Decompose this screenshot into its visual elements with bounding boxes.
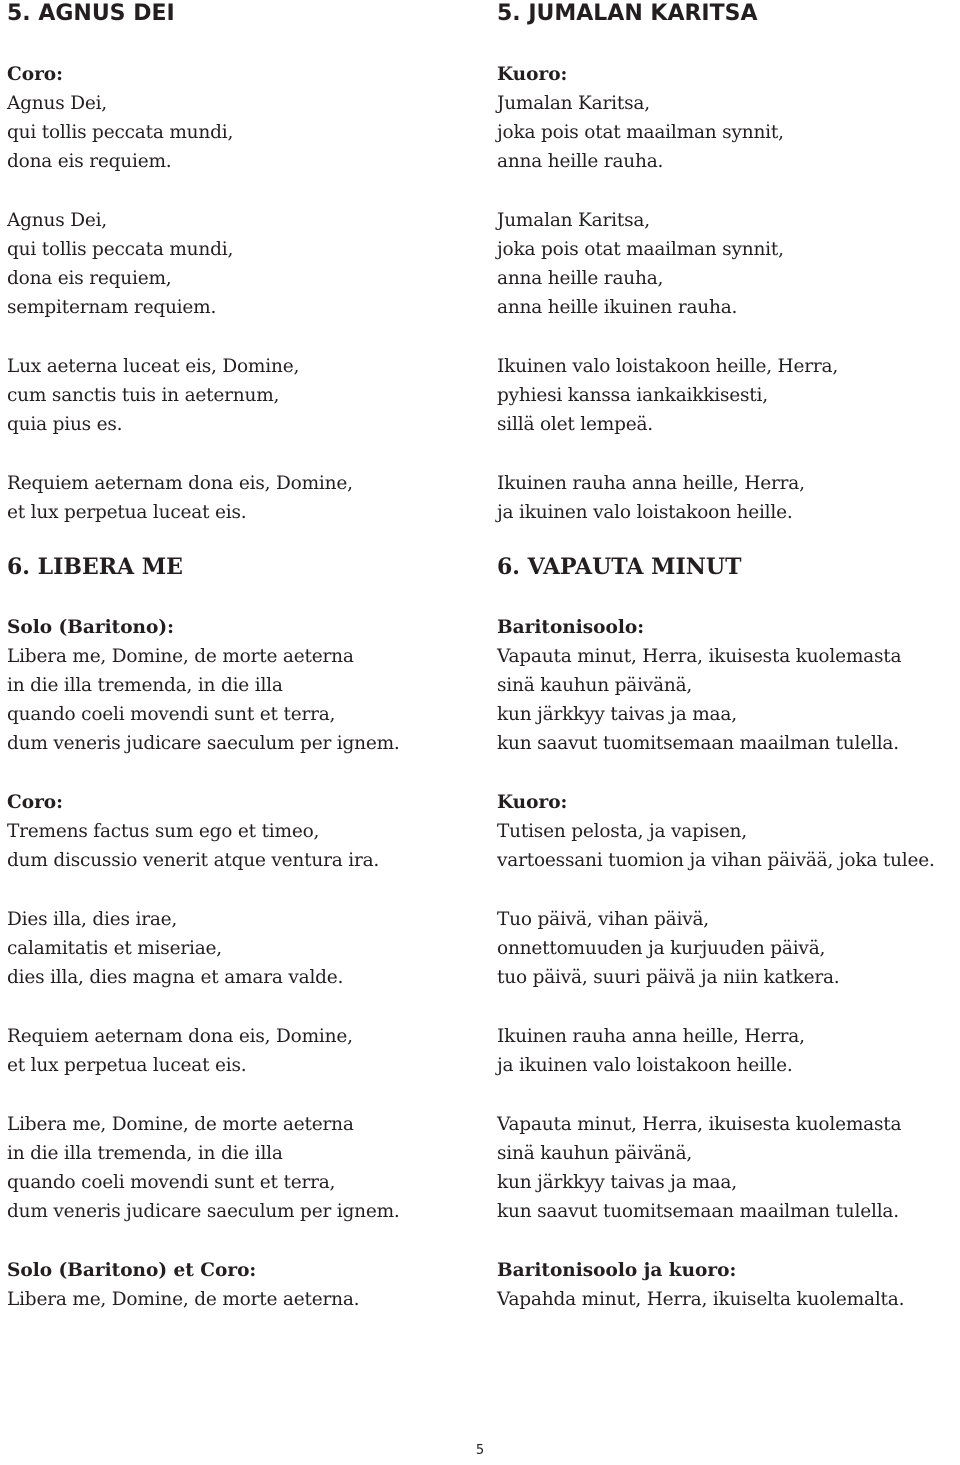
lyric-line: dies illa, dies magna et amara valde.: [7, 967, 344, 988]
lyric-line: sempiternam requiem.: [7, 297, 217, 318]
lyric-line: qui tollis peccata mundi,: [7, 122, 234, 143]
lyric-line: quando coeli movendi sunt et terra,: [7, 704, 336, 725]
lyric-line: sinä kauhun päivänä,: [497, 1143, 693, 1164]
lyric-line: kun saavut tuomitsemaan maailman tulella.: [497, 1201, 899, 1222]
lyric-line: quia pius es.: [7, 414, 123, 435]
stanza: [497, 352, 960, 439]
lyric-line: Agnus Dei,: [7, 93, 107, 114]
lyric-line: kun saavut tuomitsemaan maailman tulella.: [497, 733, 899, 754]
lyric-line: sillä olet lempeä.: [497, 414, 653, 435]
section-libera-me: [7, 553, 477, 1314]
section-heading: 6. VAPAUTA MINUT: [497, 554, 742, 580]
stanza: [497, 206, 960, 322]
voice-label: Coro:: [7, 64, 63, 85]
lyric-line: Tutisen pelosta, ja vapisen,: [497, 821, 747, 842]
voice-label: Solo (Baritono) et Coro:: [7, 1260, 257, 1281]
stanza: [497, 60, 960, 176]
stanza: [497, 905, 960, 992]
stanza: [497, 1110, 960, 1226]
lyric-line: ja ikuinen valo loistakoon heille.: [497, 502, 793, 523]
lyric-line: calamitatis et miseriae,: [7, 938, 222, 959]
lyric-line: Vapauta minut, Herra, ikuisesta kuolemasta: [497, 646, 902, 667]
stanza: [7, 788, 477, 875]
voice-label: Solo (Baritono):: [7, 617, 174, 638]
lyric-line: Libera me, Domine, de morte aeterna: [7, 1114, 354, 1135]
lyric-line: Vapahda minut, Herra, ikuiselta kuolemalta.: [497, 1289, 905, 1310]
lyric-line: ja ikuinen valo loistakoon heille.: [497, 1055, 793, 1076]
lyric-line: Tuo päivä, vihan päivä,: [497, 909, 709, 930]
lyric-line: pyhiesi kanssa iankaikkisesti,: [497, 385, 768, 406]
lyric-line: Libera me, Domine, de morte aeterna.: [7, 1289, 360, 1310]
section-agnus-dei: [7, 0, 477, 527]
stanza-list: [497, 60, 960, 527]
lyric-line: sinä kauhun päivänä,: [497, 675, 693, 696]
page-number: 5: [475, 1443, 485, 1458]
stanza: [497, 788, 960, 875]
lyric-line: joka pois otat maailman synnit,: [497, 239, 784, 260]
lyric-line: dona eis requiem,: [7, 268, 172, 289]
lyric-line: Ikuinen valo loistakoon heille, Herra,: [497, 356, 839, 377]
section-heading: 6. LIBERA ME: [7, 554, 183, 580]
section-heading: 5. JUMALAN KARITSA: [497, 1, 758, 26]
voice-label: Kuoro:: [497, 792, 568, 813]
lyric-line: vartoessani tuomion ja vihan päivää, joka tulee.: [497, 850, 935, 871]
lyric-line: Ikuinen rauha anna heille, Herra,: [497, 1026, 805, 1047]
lyric-line: anna heille rauha.: [497, 151, 664, 172]
section-heading: 5. AGNUS DEI: [7, 1, 175, 26]
lyric-line: Requiem aeternam dona eis, Domine,: [7, 473, 353, 494]
lyric-line: Requiem aeternam dona eis, Domine,: [7, 1026, 353, 1047]
voice-label: Baritonisoolo ja kuoro:: [497, 1260, 737, 1281]
lyric-line: Libera me, Domine, de morte aeterna: [7, 646, 354, 667]
stanza: [497, 613, 960, 758]
stanza: [7, 206, 477, 322]
lyric-line: Dies illa, dies irae,: [7, 909, 178, 930]
lyric-line: Jumalan Karitsa,: [497, 210, 650, 231]
lyric-line: cum sanctis tuis in aeternum,: [7, 385, 280, 406]
lyric-line: kun järkkyy taivas ja maa,: [497, 1172, 737, 1193]
lyric-line: Agnus Dei,: [7, 210, 107, 231]
lyric-line: et lux perpetua luceat eis.: [7, 502, 247, 523]
latin-column: [7, 0, 477, 1314]
finnish-column: [497, 0, 960, 1314]
lyric-line: dum veneris judicare saeculum per ignem.: [7, 1201, 400, 1222]
lyric-line: Tremens factus sum ego et timeo,: [7, 821, 320, 842]
lyric-line: joka pois otat maailman synnit,: [497, 122, 784, 143]
lyric-line: anna heille ikuinen rauha.: [497, 297, 738, 318]
stanza: [7, 1110, 477, 1226]
stanza: [7, 1256, 477, 1314]
lyric-line: dum veneris judicare saeculum per ignem.: [7, 733, 400, 754]
lyric-line: in die illa tremenda, in die illa: [7, 675, 283, 696]
stanza: [497, 469, 960, 527]
lyric-line: et lux perpetua luceat eis.: [7, 1055, 247, 1076]
lyric-line: dum discussio venerit atque ventura ira.: [7, 850, 380, 871]
lyric-line: Lux aeterna luceat eis, Domine,: [7, 356, 300, 377]
voice-label: Kuoro:: [497, 64, 568, 85]
lyric-line: dona eis requiem.: [7, 151, 172, 172]
stanza: [7, 469, 477, 527]
lyric-line: anna heille rauha,: [497, 268, 664, 289]
voice-label: Coro:: [7, 792, 63, 813]
stanza-list: [497, 613, 960, 1314]
lyric-line: Jumalan Karitsa,: [497, 93, 650, 114]
lyric-line: Ikuinen rauha anna heille, Herra,: [497, 473, 805, 494]
stanza: [7, 1022, 477, 1080]
stanza-list: [7, 60, 477, 527]
stanza: [7, 352, 477, 439]
stanza: [497, 1022, 960, 1080]
lyric-line: in die illa tremenda, in die illa: [7, 1143, 283, 1164]
stanza: [7, 905, 477, 992]
stanza: [497, 1256, 960, 1314]
voice-label: Baritonisoolo:: [497, 617, 645, 638]
lyric-line: onnettomuuden ja kurjuuden päivä,: [497, 938, 826, 959]
lyric-line: Vapauta minut, Herra, ikuisesta kuolemasta: [497, 1114, 902, 1135]
stanza: [7, 613, 477, 758]
lyric-line: kun järkkyy taivas ja maa,: [497, 704, 737, 725]
stanza-list: [7, 613, 477, 1314]
lyric-line: quando coeli movendi sunt et terra,: [7, 1172, 336, 1193]
section-jumalan-karitsa: [497, 0, 960, 527]
stanza: [7, 60, 477, 176]
section-vapauta-minut: [497, 553, 960, 1314]
lyric-line: qui tollis peccata mundi,: [7, 239, 234, 260]
lyric-line: tuo päivä, suuri päivä ja niin katkera.: [497, 967, 840, 988]
